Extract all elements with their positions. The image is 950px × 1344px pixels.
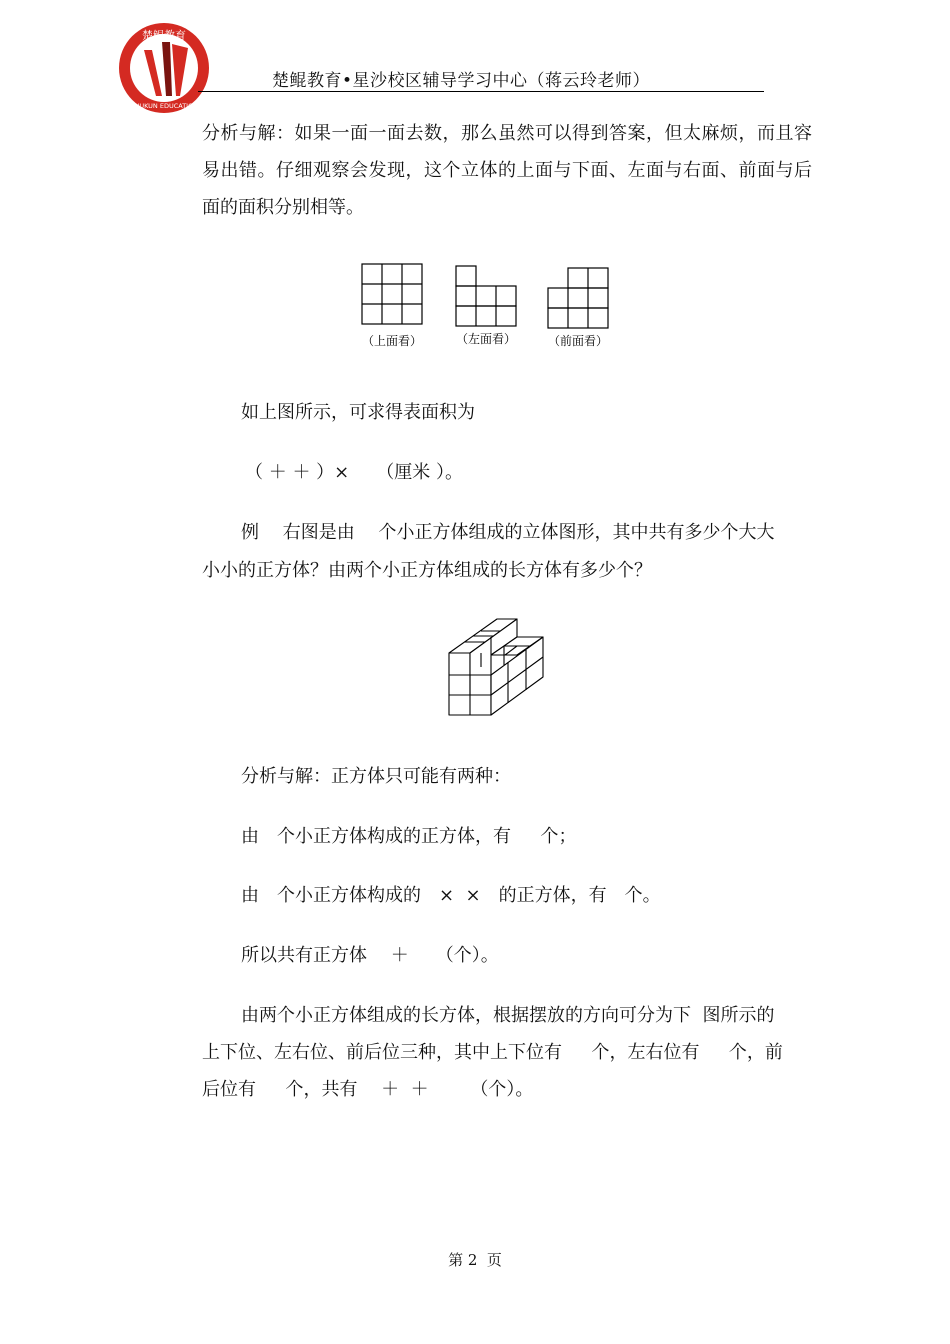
three-views-figure — [355, 258, 625, 358]
example-line-1: 例 右图是由 个小正方体组成的立体图形，其中共有多少个大大 — [241, 522, 775, 543]
front-view-caption: （前面看） — [547, 334, 609, 348]
cuboid-paragraph-line-3: 后位有 个，共有 ＋ ＋ （个）。 — [202, 1079, 534, 1100]
logo-ring-text: CHUKUN EDUCATION — [129, 102, 199, 110]
chukun-logo — [118, 22, 210, 114]
analysis-intro: 分析与解：正方体只可能有两种： — [241, 766, 511, 787]
top-view-grid — [362, 264, 422, 324]
page-number: 第 2 页 — [448, 1251, 502, 1269]
analysis-paragraph-1: 分析与解：如果一面一面去数，那么虽然可以得到答案，但太麻烦，而且容易出错。仔细观察会发现，这个立体的上面与下面、左面与右面、前面与后面的面积分别相等。 — [202, 123, 812, 218]
example-line-2: 小小的正方体？由两个小正方体组成的长方体有多少个？ — [202, 560, 652, 581]
logo-top-text: 楚鲲教育 — [142, 29, 186, 42]
analysis-line-large-cubes: 由 个小正方体构成的 × × 的正方体，有 个。 — [241, 885, 661, 906]
analysis-line-small-cubes: 由 个小正方体构成的正方体，有 个； — [241, 826, 577, 847]
left-view-grid — [456, 266, 516, 326]
analysis-total-cubes: 所以共有正方体 ＋ （个）。 — [241, 945, 499, 966]
header-divider — [198, 91, 764, 92]
cuboid-paragraph-line-2: 上下位、左右位、前后位三种，其中上下位有 个，左右位有 个，前 — [202, 1042, 783, 1063]
top-view-caption: （上面看） — [361, 334, 423, 348]
surface-area-formula: （ ＋ ＋ ）× （厘米 ）。 — [245, 462, 463, 483]
cuboid-paragraph-line-1: 由两个小正方体组成的长方体，根据摆放的方向可分为下 图所示的 — [241, 1005, 775, 1026]
front-view-grid — [548, 268, 608, 328]
left-view-caption: （左面看） — [455, 332, 517, 346]
analysis-paragraph-2: 如上图所示，可求得表面积为 — [241, 402, 475, 423]
cube-stack-figure — [445, 615, 549, 719]
header-title: 楚鲲教育•星沙校区辅导学习中心（蒋云玲老师） — [272, 71, 651, 91]
